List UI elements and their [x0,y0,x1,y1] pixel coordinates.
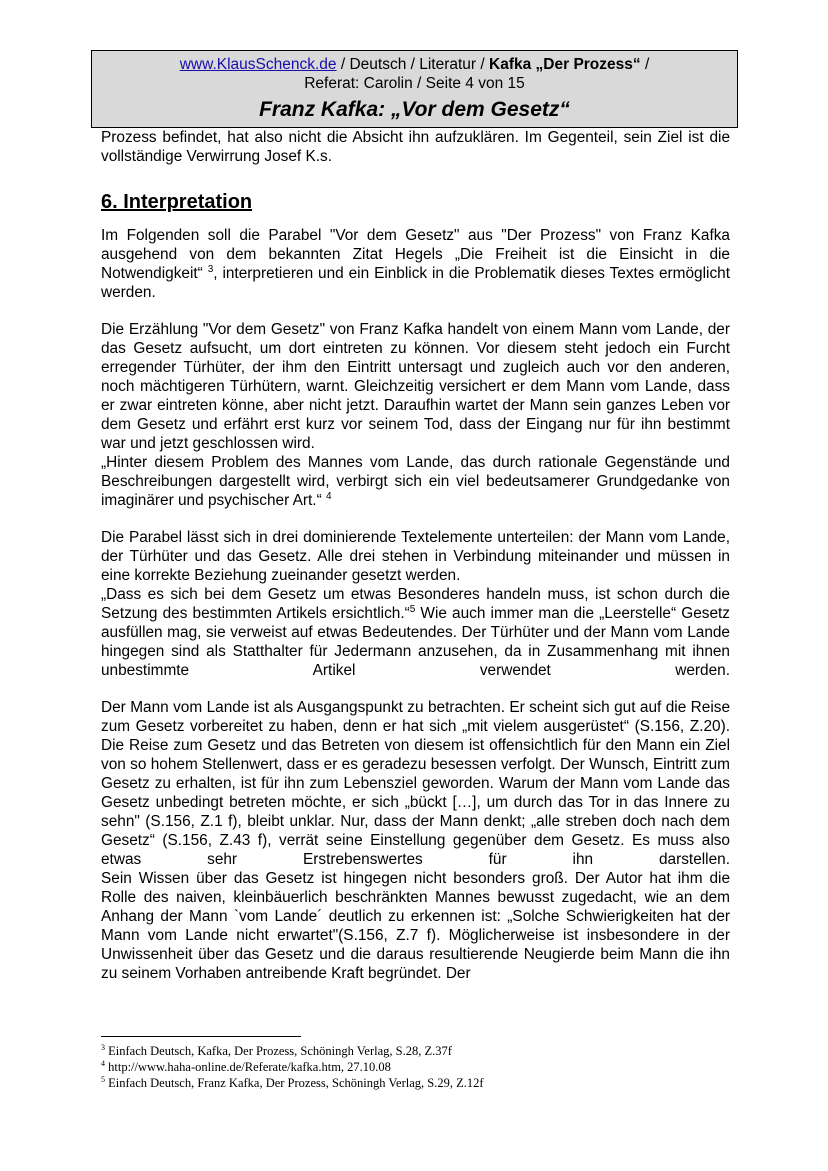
header-page-info: Referat: Carolin / Seite 4 von 15 [304,75,525,92]
header-breadcrumb [92,55,737,74]
paragraph-1 [101,226,730,302]
document-body [101,128,730,983]
footnotes [101,1043,730,1091]
paragraph-3-quote [101,585,730,680]
site-link[interactable]: www.KlausSchenck.de [179,56,337,73]
intro-paragraph: Prozess befindet, hat also nicht die Absicht ihn aufzuklären. Im Gegenteil, sein Ziel ist die vollständige Verwirrung Josef K.s. [101,129,730,165]
header-path-end: / [640,56,650,73]
paragraph-1-text-a: Im Folgenden soll die Parabel "Vor dem Gesetz" aus "Der Prozess" von Franz Kafka ausgehend von dem bekannten Zitat Hegels „Die Freiheit ist die Einsicht in die Notwendigkeit“ [101,227,730,282]
paragraph-5: Sein Wissen über das Gesetz ist hingegen nicht besonders groß. Der Autor hat ihm die Rolle des naiven, kleinbäuerlich beschränkten Mannes bewusst zugedacht, wie an dem Anhang der Mann `vom Lande´ deutlich zu erkennen ist: „Solche Schwierigkeiten hat der Mann vom Lande nicht erwartet"(S.156, Z.7 f). Möglicherweise ist insbesondere in der Unwissenheit über das Gesetz und die daraus resultierende Neugierde beim Mann die ihn zu seinem Vorhaben antreibende Kraft begründet. Der [101,870,730,982]
footnote-ref-5: 5 [409,603,416,615]
footnote-3 [101,1043,730,1059]
footnote-number: 3 [101,1042,105,1052]
paragraph-3: Die Parabel lässt sich in drei dominierende Textelemente unterteilen: der Mann vom Lande, der Türhüter und das Gesetz. Alle drei stehen in Verbindung miteinander und müssen in eine korrekte Beziehung zueinander gesetzt werden. [101,529,730,584]
paragraph-3-quote-a: „Dass es sich bei dem Gesetz um etwas Besonderes handeln muss, ist schon durch die Setzung des bestimmten Artikels ersichtlich.“ [101,586,730,622]
paragraph-3-quote-b: Wie auch immer man die „Leerstelle“ Gesetz ausfüllen mag, sie verweist auf etwas Bedeutendes. Der Türhüter und der Mann vom Lande hingegen sind als Statthalter für Jedermann anzusehen, da in Zusammenhang mit ihnen unbestimmte Artikel verwendet werden. [101,605,730,679]
page-header [91,50,738,128]
paragraph-1-text-b: , interpretieren und ein Einblick in die Problematik dieses Textes ermöglicht werden. [101,265,730,301]
section-heading: 6. Interpretation [101,191,253,213]
paragraph-4: Der Mann vom Lande ist als Ausgangspunkt zu betrachten. Er scheint sich gut auf die Reise zum Gesetz vorbereitet zu haben, denn er hat sich „mit vielem ausgerüstet“ (S.156, Z.20). Die Reise zum Gesetz und das Betreten von diesem ist offensichtlich für den Mann ein Ziel von so hohem Stellenwert, dass er es geradezu besessen verfolgt. Der Wunsch, Eintritt zum Gesetz zu erhalten, ist für ihn zum Lebensziel geworden. Warum der Mann vom Lande das Gesetz unbedingt betreten möchte, er sich „bückt […], um durch das Tor in das Innere zu sehn" (S.156, Z.1 f), bleibt unklar. Nur, dass der Mann denkt; „alle streben doch nach dem Gesetz“ (S.156, Z.43 f), verrät seine Einstellung gegenüber dem Gesetz. Es muss also etwas sehr Erstrebenswertes für ihn darstellen. [101,699,730,868]
footnote-number: 5 [101,1074,105,1084]
footnote-5 [101,1075,730,1091]
footnote-ref-4: 4 [325,490,332,502]
paragraph-2-quote [101,453,730,510]
footnote-text: http://www.haha-online.de/Referate/kafka.htm, 27.10.08 [105,1060,391,1074]
footnote-ref-3: 3 [207,263,214,275]
paragraph-2-quote-text: „Hinter diesem Problem des Mannes vom Lande, das durch rationale Gegenstände und Beschreibungen dargestellt wird, verbirgt sich ein viel bedeutsamerer Grundgedanke von imaginärer und psychischer Art.“ [101,454,730,509]
footnote-text: Einfach Deutsch, Kafka, Der Prozess, Schöningh Verlag, S.28, Z.37f [105,1044,452,1058]
page-title: Franz Kafka: „Vor dem Gesetz“ [259,98,570,121]
footnote-4 [101,1059,730,1075]
paragraph-2: Die Erzählung "Vor dem Gesetz" von Franz Kafka handelt von einem Mann vom Lande, der das Gesetz aufsucht, um dort eintreten zu können. Vor diesem steht jedoch ein Furcht erregender Türhüter, der ihm den Eintritt untersagt und zugleich auch vor den anderen, noch mächtigeren Türhütern, warnt. Gleichzeitig versichert er dem Mann vom Lande, dass er zwar eintreten könne, aber nicht jetzt. Daraufhin wartet der Mann sein ganzes Leben vor dem Gesetz und erfährt erst kurz vor seinem Tod, dass der Eingang nur für ihn bestimmt war und jetzt geschlossen wird. [101,321,730,452]
footnote-number: 4 [101,1058,105,1068]
footnote-divider [101,1036,301,1037]
header-path: / Deutsch / Literatur / [336,56,490,73]
footnote-text: Einfach Deutsch, Franz Kafka, Der Prozess, Schöningh Verlag, S.29, Z.12f [105,1076,484,1090]
header-book: Kafka „Der Prozess“ [489,56,641,73]
